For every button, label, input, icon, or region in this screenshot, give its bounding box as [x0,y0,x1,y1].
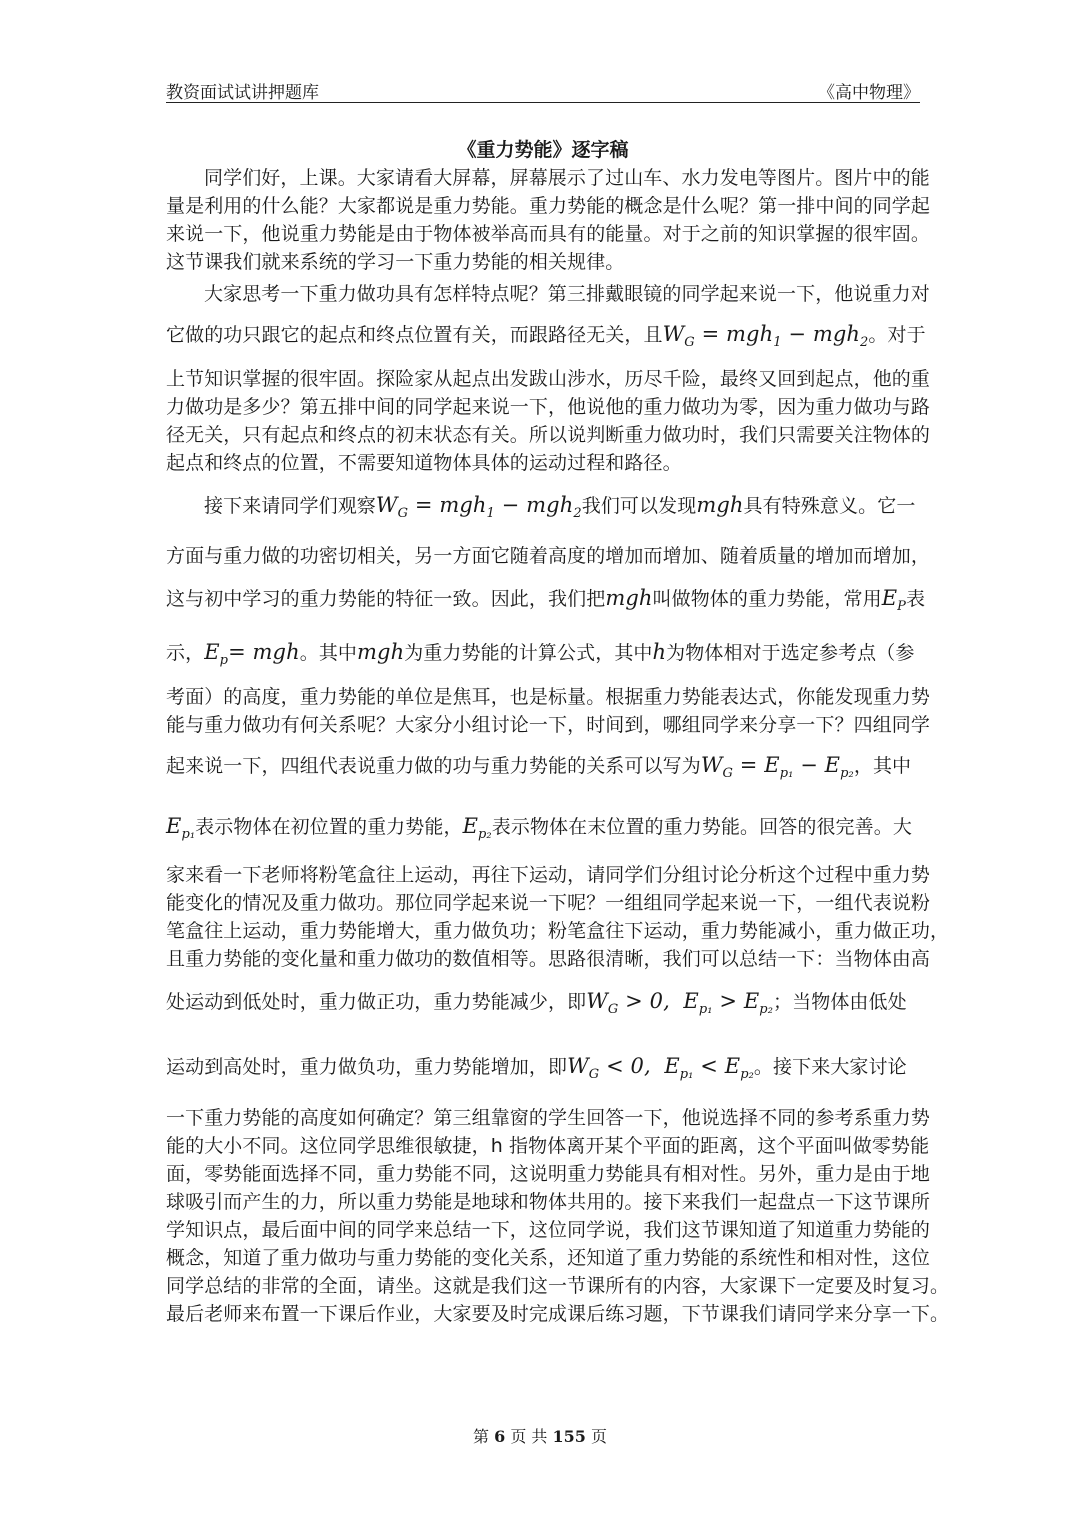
formula-wg: $W_G = mgh_1 - mgh_2$ [662,322,869,351]
page-footer: 第 6 页 共 155 页 [472,1427,608,1446]
formula-ep-mgh: $E_p=$ mgh [204,639,300,668]
formula-wg-positive: $W_G > 0$, $E_{p_1} > E_{p_2}$ [586,989,774,1018]
formula-mgh: mgh [605,586,653,611]
text-line-with-formula: 示，$E_p=$ mgh。其中mgh为重力势能的计算公式，其中h为物体相对于选定参考点（参 [166,639,915,668]
text-line-with-formula [166,312,926,365]
text-line-with-formula: 这与初中学习的重力势能的特征一致。因此，我们把mgh叫做物体的重力势能，常用$E_P$表 [166,586,926,615]
formula-ep1: $E_{p_1}$ [166,813,196,843]
text-line: 方面与重力做的功密切相关，另一方面它随着高度的增加而增加、随着质量的增加而增加， [166,545,931,568]
text-line: 能与重力做功有何关系呢？大家分小组讨论一下，时间到，哪组同学来分享一下？四组同学 [166,713,931,736]
text-segment: 。对于 [868,324,926,346]
formula-wg-ep: $W_G = E_{p_1} - E_{p_2}$ [700,752,854,781]
text-line-with-formula: 运动到高处时，重力做负功，重力势能增加，即$W_G < 0$, $E_{p_1} < E_{p_2}$。接下来大家讨论 [166,1054,907,1083]
text-line-with-formula: $E_{p_1}$表示物体在初位置的重力势能，$E_{p_2}$表示物体在末位置的重力势能。回答的很完善。大 [166,813,912,843]
text-line: 大家思考一下重力做功具有怎样特点呢？第三排戴眼镜的同学起来说一下，他说重力对 [204,283,930,305]
text-line-with-formula: 处运动到低处时，重力做正功，重力势能减少，即$W_G > 0$, $E_{p_1} > E_{p_2}$；当物体由低处 [166,989,907,1018]
text-line: 量是利用的什么能？大家都说是重力势能。重力势能的概念是什么呢？第一排中间的同学起 [166,195,931,217]
text-line: 球吸引而产生的力，所以重力势能是地球和物体共用的。接下来我们一起盘点一下这节课所 [166,1190,931,1213]
header-left-title: 教资面试试讲押题库 [166,83,319,103]
text-line: 同学们好，上课。大家请看大屏幕，屏幕展示了过山车、水力发电等图片。图片中的能 [204,167,930,189]
text-line: 最后老师来布置一下课后作业，大家要及时完成课后练习题，下节课我们请同学来分享一下。 [166,1302,950,1325]
page-number: 6 [494,1427,506,1446]
document-title: 《重力势能》逐字稿 [457,139,629,161]
text-line: 这节课我们就来系统的学习一下重力势能的相关规律。 [166,251,625,273]
formula-mgh: mgh [357,639,405,664]
text-line: 起点和终点的位置，不需要知道物体具体的运动过程和路径。 [166,452,682,475]
text-line: 来说一下，他说重力势能是由于物体被举高而具有的能量。对于之前的知识掌握的很牢固。 [166,223,931,245]
text-line: 能的大小不同。这位同学思维很敏捷，h 指物体离开某个平面的距离，这个平面叫做零势能 [166,1134,930,1157]
text-line: 考面）的高度，重力势能的单位是焦耳，也是标量。根据重力势能表达式，你能发现重力势 [166,685,931,708]
formula-wg: $W_G = mgh_1 - mgh_2$ [375,493,582,522]
formula-ep: $E_P$ [881,586,906,615]
formula-mgh: mgh [696,493,744,518]
text-line-with-formula: 起来说一下，四组代表说重力做的功与重力势能的关系可以写为$W_G = E_{p_1} - E_{p_2}$，其中 [166,752,912,781]
text-line: 同学总结的非常的全面，请坐。这就是我们这一节课所有的内容，大家课下一定要及时复习。 [166,1274,950,1297]
header-divider [166,102,920,103]
document-body [166,164,950,1328]
text-line: 学知识点，最后面中间的同学来总结一下，这位同学说，我们这节课知道了知道重力势能的 [166,1218,931,1241]
text-segment: 它做的功只跟它的起点和终点位置有关，而跟路径无关，且 [166,324,663,346]
text-line: 笔盒往上运动，重力势能增大，重力做负功；粉笔盒往下运动，重力势能减小，重力做正功， [166,920,950,943]
text-line-with-formula: 接下来请同学们观察$W_G = mgh_1 - mgh_2$我们可以发现mgh具有特殊意义。它一 [204,493,916,522]
text-line: 径无关，只有起点和终点的初末状态有关。所以说判断重力做功时，我们只需要关注物体的 [166,424,931,447]
text-line: 力做功是多少？第五排中间的同学起来说一下，他说他的重力做功为零，因为重力做功与路 [166,396,931,419]
formula-ep2: $E_{p_2}$ [462,813,492,843]
header-right-subject: 《高中物理》 [818,83,920,103]
formula-wg-negative: $W_G < 0$, $E_{p_1} < E_{p_2}$ [567,1054,754,1083]
text-line: 家来看一下老师将粉笔盒往上运动，再往下运动，请同学们分组讨论分析这个过程中重力势 [166,864,931,887]
text-line: 且重力势能的变化量和重力做功的数值相等。思路很清晰，我们可以总结一下：当物体由高 [166,948,931,971]
paragraph-work [166,276,931,477]
total-pages: 155 [552,1427,586,1446]
text-line: 一下重力势能的高度如何确定？第三组靠窗的学生回答一下，他说选择不同的参考系重力势 [166,1106,931,1129]
text-line: 能变化的情况及重力做功。那位同学起来说一下呢？一组组同学起来说一下，一组代表说粉 [166,892,931,915]
text-line: 概念，知道了重力做功与重力势能的变化关系，还知道了重力势能的系统性和相对性，这位 [166,1246,931,1269]
text-line: 面，零势能面选择不同，重力势能不同，这说明重力势能具有相对性。另外，重力是由于地 [166,1162,931,1185]
formula-h: h [652,639,667,664]
paragraph-intro [166,164,931,276]
paragraph-potential-energy [166,483,950,1327]
text-line: 上节知识掌握的很牢固。探险家从起点出发跋山涉水，历尽千险，最终又回到起点，他的重 [166,368,931,391]
